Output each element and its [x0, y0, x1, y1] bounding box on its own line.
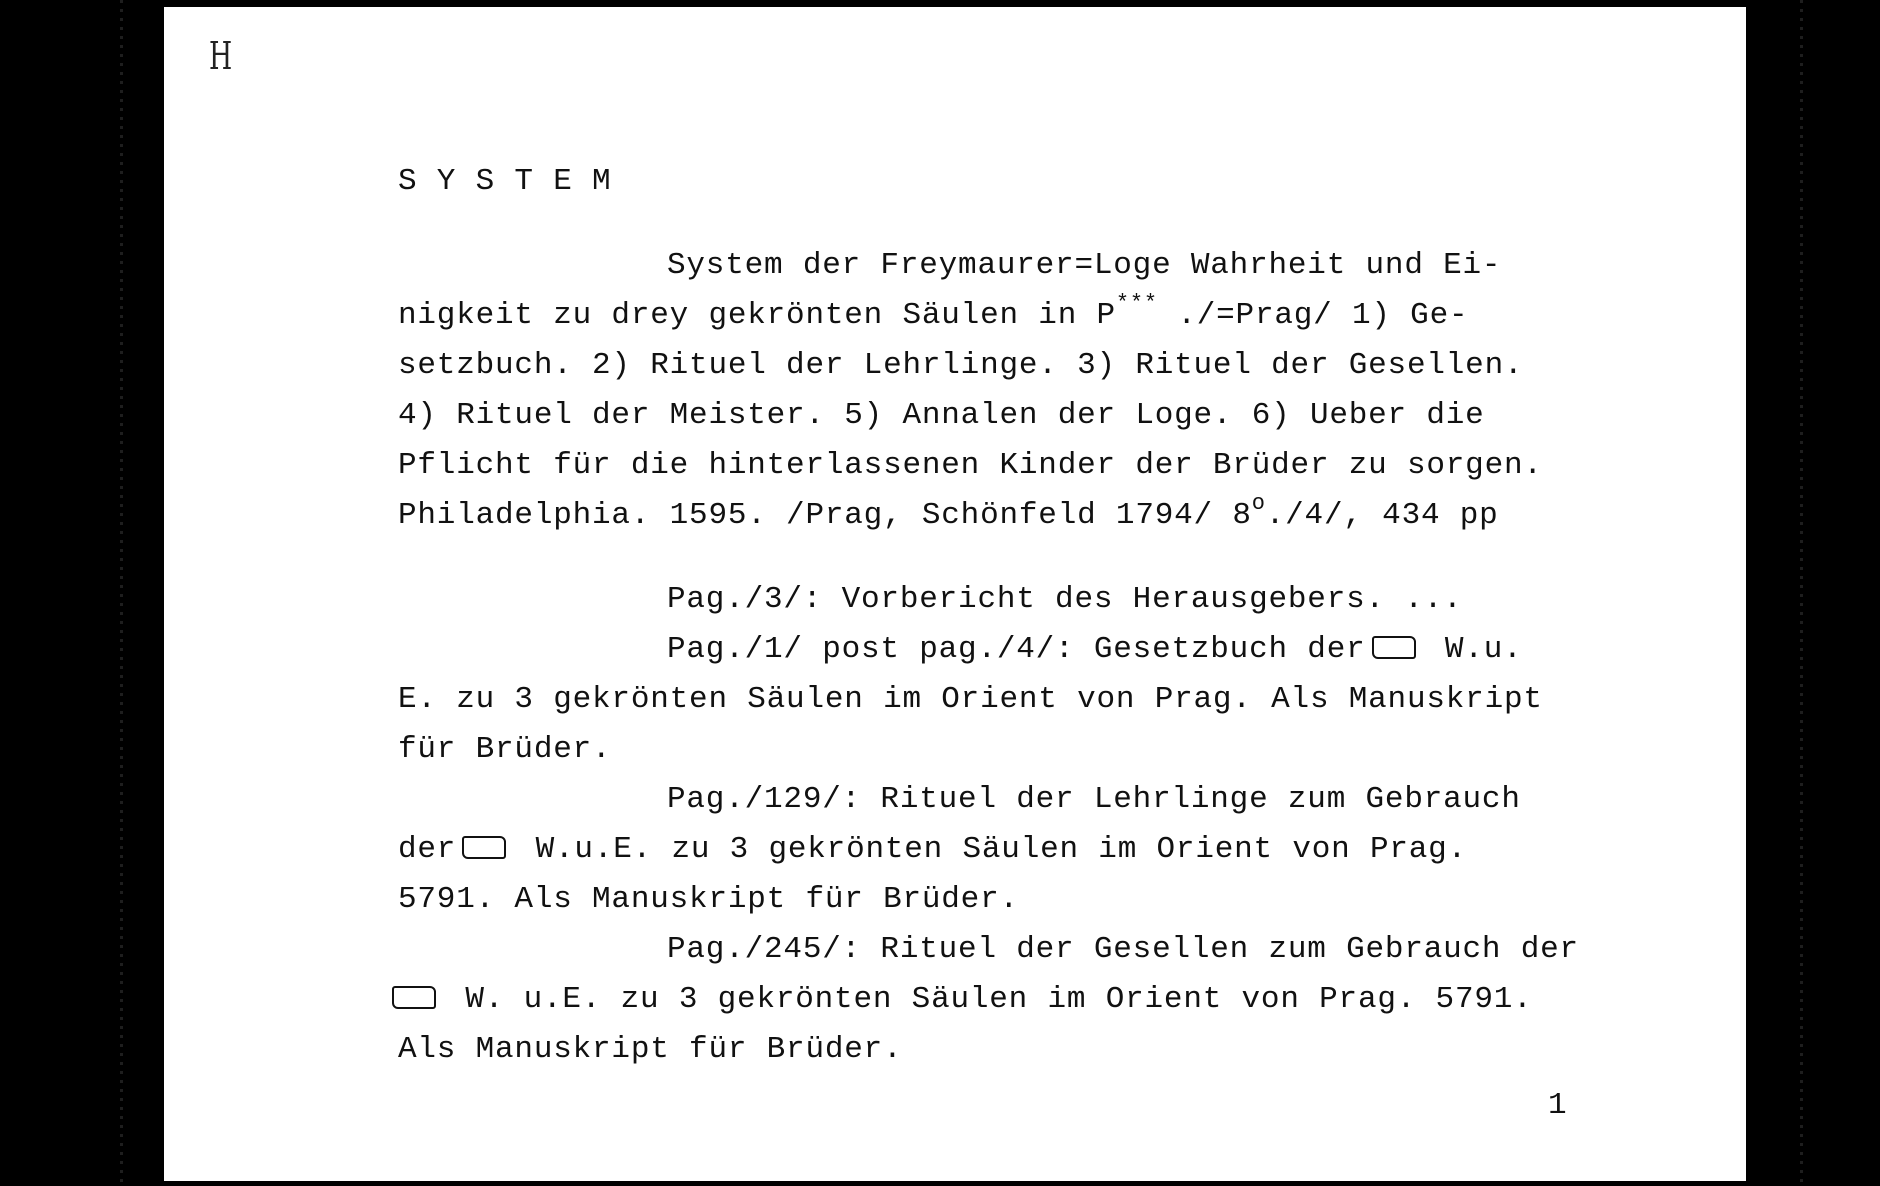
- lodge-symbol-icon: [462, 836, 506, 859]
- contents-page-129-line-2: [398, 832, 1467, 867]
- entry-line-3: setzbuch. 2) Rituel der Lehrlinge. 3) Rituel der Gesellen.: [398, 348, 1524, 383]
- card-edge-right: [1800, 0, 1803, 1186]
- entry-line-1: System der Freymaurer=Loge Wahrheit und Ei-: [667, 248, 1502, 283]
- contents-page-3: Pag./3/: Vorbericht des Herausgebers. ...: [667, 582, 1463, 617]
- entry-line-6-tail: ./4/, 434 pp: [1265, 498, 1499, 533]
- card-edge-left: [120, 0, 123, 1186]
- contents-page-245-line-2: [392, 982, 1533, 1017]
- place-asterisks: ***: [1115, 291, 1158, 316]
- contents-page-1-text: Pag./1/ post pag./4/: Gesetzbuch der: [667, 632, 1366, 667]
- entry-line-2-text: nigkeit zu drey gekrönten Säulen in P: [398, 298, 1116, 333]
- entry-line-6: [398, 491, 1499, 533]
- card-heading: S Y S T E M: [398, 164, 612, 199]
- contents-page-1: [667, 632, 1523, 667]
- contents-page-129-line-3: 5791. Als Manuskript für Brüder.: [398, 882, 1019, 917]
- contents-page-1-line-3: für Brüder.: [398, 732, 612, 767]
- contents-page-245-line-3: Als Manuskript für Brüder.: [398, 1032, 903, 1067]
- entry-line-4: 4) Rituel der Meister. 5) Annalen der Loge. 6) Ueber die: [398, 398, 1485, 433]
- contents-page-245: Pag./245/: Rituel der Gesellen zum Gebrauch der: [667, 932, 1579, 967]
- entry-line-5: Pflicht für die hinterlassenen Kinder der Brüder zu sorgen.: [398, 448, 1543, 483]
- format-superscript: o: [1251, 491, 1266, 516]
- contents-page-245-tail: W. u.E. zu 3 gekrönten Säulen im Orient von Prag. 5791.: [446, 982, 1533, 1017]
- contents-page-129-text: der: [398, 832, 457, 867]
- contents-page-129-tail: W.u.E. zu 3 gekrönten Säulen im Orient von Prag.: [516, 832, 1467, 867]
- handwritten-corner-mark: H: [209, 34, 233, 78]
- entry-line-2: [398, 291, 1469, 333]
- lodge-symbol-icon: [1372, 636, 1416, 659]
- page-number: 1: [1548, 1088, 1567, 1123]
- lodge-symbol-icon: [392, 986, 436, 1009]
- contents-page-1-line-2: E. zu 3 gekrönten Säulen im Orient von Prag. Als Manuskript: [398, 682, 1543, 717]
- contents-page-129: Pag./129/: Rituel der Lehrlinge zum Gebrauch: [667, 782, 1521, 817]
- contents-page-1-tail: W.u.: [1425, 632, 1523, 667]
- entry-line-6-text: Philadelphia. 1595. /Prag, Schönfeld 1794/ 8: [398, 498, 1252, 533]
- entry-line-2-tail: ./=Prag/ 1) Ge-: [1157, 298, 1469, 333]
